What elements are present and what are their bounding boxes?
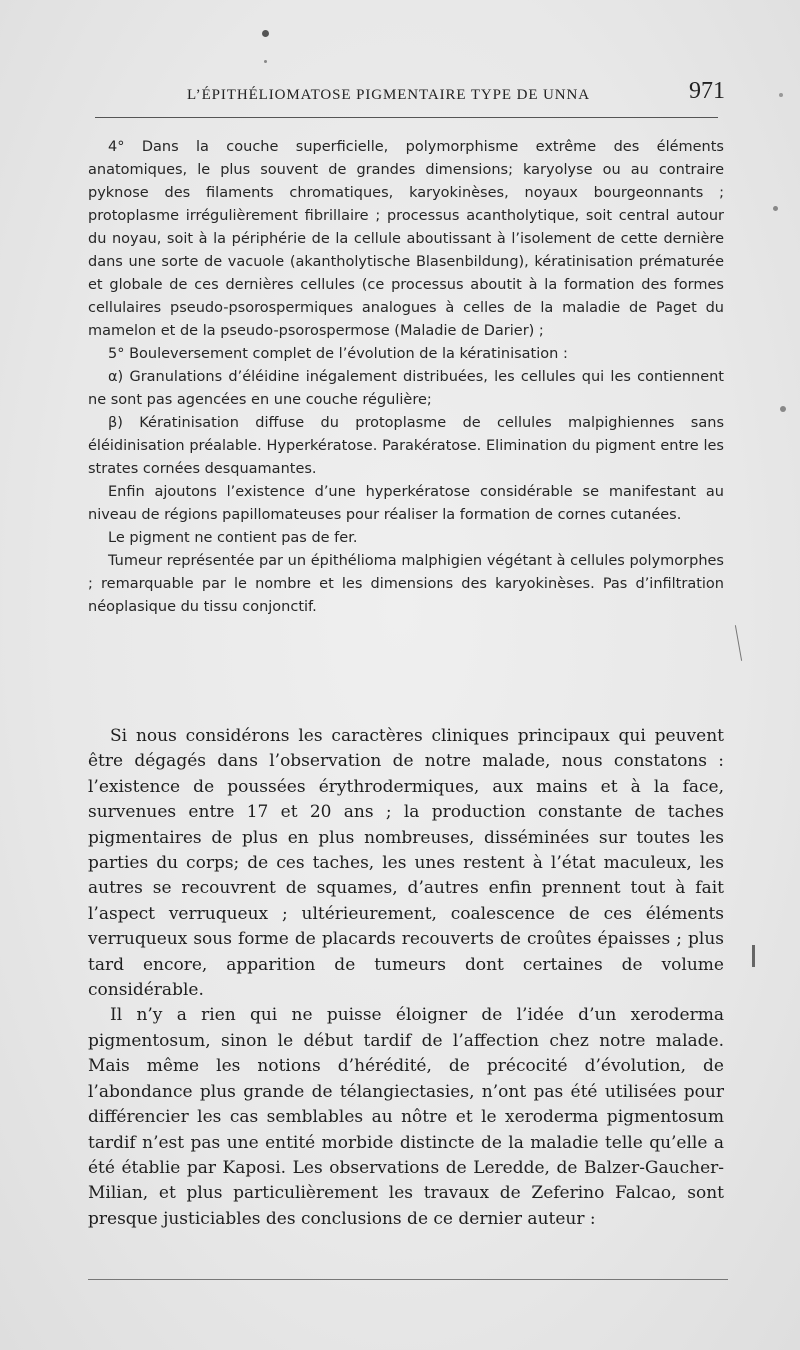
histology-findings — [88, 136, 724, 619]
page-number: 971 — [689, 78, 725, 104]
paragraph-tumeur: Tumeur représentée par un épithélioma malphigien végétant à cellules polymorphes ; remarquable par le nombre et les dimensions des karyokinèses. Pas d’infiltration néoplasique du tissu conjonctif. — [88, 553, 724, 615]
ink-spot — [262, 30, 269, 37]
running-head — [95, 78, 725, 106]
margin-mark — [735, 625, 742, 661]
paragraph-clinical-features: Si nous considérons les caractères cliniques principaux qui peuvent être dégagés dans l’observation de notre malade, nous constatons : l’existence de poussées érythrodermiques, aux mains et à la face, survenues entre 17 et 20 ans ; la production constante de taches pigmentaires de plus en plus nombreuses, disséminées sur toutes les parties du corps; de ces taches, les unes restent à l’état maculeux, les autres se recouvrent de squames, d’autres enfin prennent tout à fait l’aspect verruqueux ; ultérieurement, coalescence de ces éléments verruqueux sous forme de placards recouverts de croûtes épaisses ; plus tard encore, apparition de tumeurs dont certaines de volume considérable. — [88, 726, 724, 1001]
paragraph-xeroderma: Il n’y a rien qui ne puisse éloigner de l’idée d’un xeroderma pigmentosum, sinon le début tardif de l’affection chez notre malade. Mais même les notions d’hérédité, de précocité d’évolution, de l’abondance plus grande de télangiectasies, n’ont pas été utilisées pour différencier les cas semblables au nôtre et le xeroderma pigmentosum tardif n’est pas une entité morbide distincte de la maladie telle qu’elle a été établie par Kaposi. Les observations de Leredde, de Balzer-Gaucher-Milian, et plus particulièrement les travaux de Zeferino Falcao, sont presque justiciables des conclusions de ce dernier auteur : — [88, 1005, 724, 1229]
margin-mark — [752, 945, 755, 967]
paragraph-hyperkeratose: Enfin ajoutons l’existence d’une hyperkératose considérable se manifestant au niveau de régions papillomateuses pour réaliser la formation de cornes cutanées. — [88, 484, 724, 523]
ink-spot — [780, 406, 786, 412]
paragraph-beta: β) Kératinisation diffuse du protoplasme de cellules malpighiennes sans éléidinisation préalable. Hyperkératose. Parakératose. Elimination du pigment entre les strates cornées desquamantes. — [88, 415, 724, 477]
ink-spot — [773, 206, 778, 211]
ink-spot — [779, 93, 783, 97]
paragraph-superficial-layer: 4° Dans la couche superficielle, polymorphisme extrême des éléments anatomiques, le plus souvent de grandes dimensions; karyolyse ou au contraire pyknose des filaments chromatiques, karyokinèses, noyaux bourgeonnants ; protoplasme irrégulièrement fibrillaire ; processus acantholytique, soit central autour du noyau, soit à la périphérie de la cellule aboutissant à l’isolement de cette dernière dans une sorte de vacuole (akantholytische Blasenbildung), kératinisation prématurée et globale de ces dernières cellules (ce processus aboutit à la formation des formes cellulaires pseudo-psorospermiques analogues à celles de la maladie de Paget du mamelon et de la pseudo-psorospermose (Maladie de Darier) ; — [88, 139, 724, 339]
running-title: L’ÉPITHÉLIOMATOSE PIGMENTAIRE TYPE DE UNNA — [187, 87, 590, 103]
clinical-discussion — [88, 724, 724, 1232]
ink-spot — [264, 60, 267, 63]
header-rule — [95, 117, 718, 118]
footer-rule — [88, 1279, 728, 1280]
paragraph-keratinisation: 5° Bouleversement complet de l’évolution de la kératinisation : — [108, 346, 568, 362]
paragraph-alpha: α) Granulations d’éléidine inégalement distribuées, les cellules qui les contiennent ne sont pas agencées en une couche régulière; — [88, 369, 724, 408]
paragraph-pigment: Le pigment ne contient pas de fer. — [108, 530, 358, 546]
